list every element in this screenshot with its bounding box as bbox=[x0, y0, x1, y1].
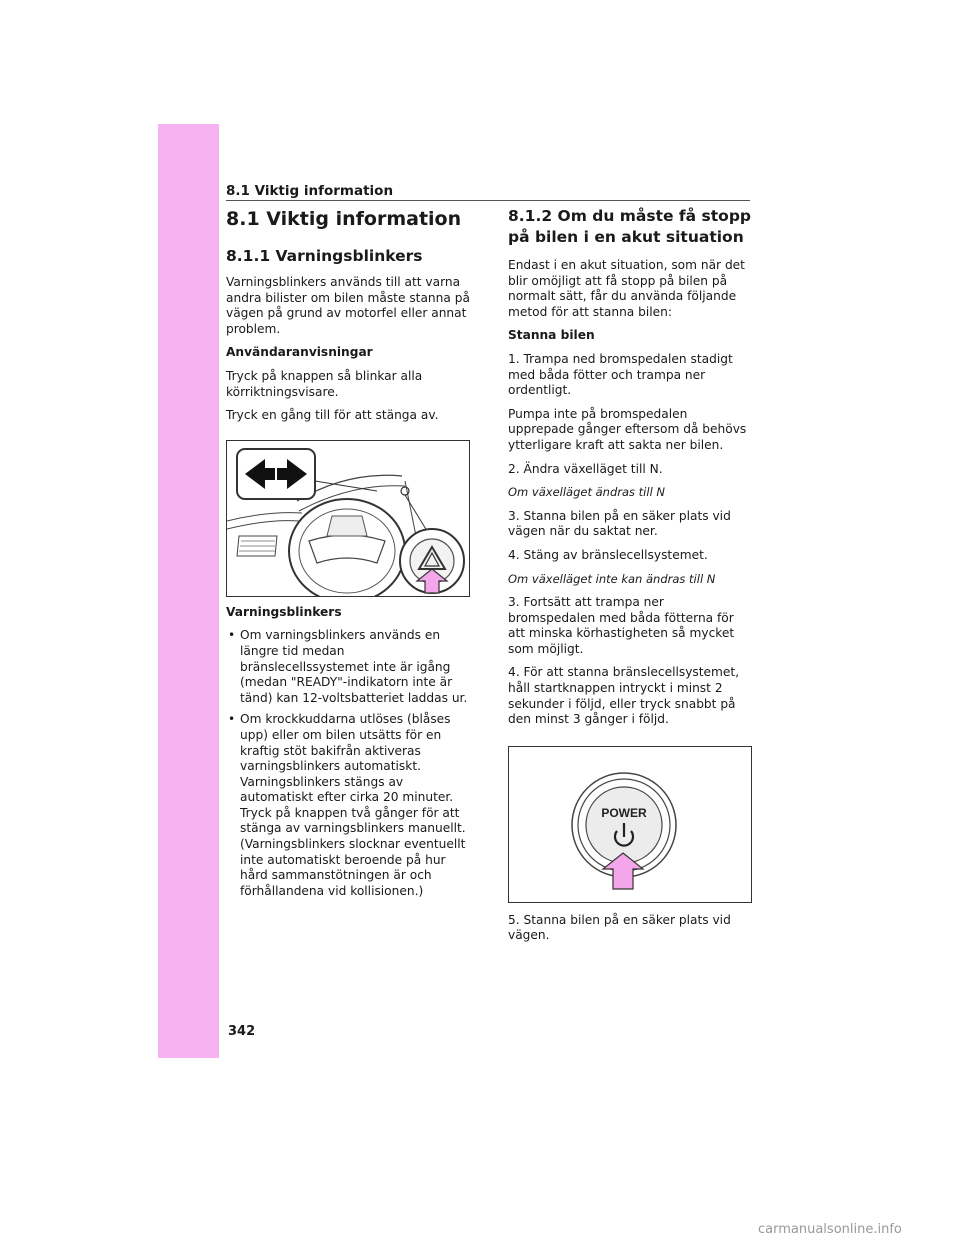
page-number: 342 bbox=[228, 1024, 256, 1039]
step-1: 1. Trampa ned bromspedalen stadigt med båda fötter och trampa ner ordentligt. bbox=[508, 351, 733, 398]
section-title: 8.1 Viktig information bbox=[226, 208, 462, 230]
list-item: • Om krockkuddarna utlöses (blåses upp) eller om bilen utsätts för en kraftig stöt bakifrån aktiveras varningsblinkers automatiskt. Varningsblinkers stängs av automatiskt efter cirka 20 minuter. Tryck på knappen två gånger för att stänga av varningsblinkers manuellt. (Varningsblinkers slocknar eventuellt inte automatiskt beroende på hur hård sammanstötningen är och förhållandena vid kollisionen.) bbox=[226, 712, 472, 899]
list-item: • Om varningsblinkers används en längre tid medan bränslecellssystemet inte är igång (medan "READY"-indikatorn inte är tänd) kan 12-voltsbatteriet laddas ur. bbox=[226, 628, 472, 706]
header-section-title: 8.1 Viktig information bbox=[226, 183, 394, 199]
step-3a: 3. Stanna bilen på en säker plats vid vägen när du saktat ner. bbox=[508, 508, 731, 539]
page-header bbox=[226, 180, 750, 201]
subsection-title-emergency-stop: 8.1.2 Om du måste få stopp på bilen i en akut situation bbox=[508, 207, 752, 246]
case-n-heading: Om växelläget ändras till N bbox=[508, 485, 666, 500]
step-5: 5. Stanna bilen på en säker plats vid vägen. bbox=[508, 912, 731, 943]
power-label: POWER bbox=[601, 805, 647, 820]
watermark: carmanualsonline.info bbox=[758, 1222, 902, 1237]
subsection-title-hazard: 8.1.1 Varningsblinkers bbox=[226, 247, 423, 265]
left-column bbox=[226, 206, 472, 905]
step-3b: 3. Fortsätt att trampa ner bromspedalen med båda fötterna för att minska körhastigheten så mycket som möjligt. bbox=[508, 595, 735, 656]
stop-heading: Stanna bilen bbox=[508, 328, 595, 343]
hazard-button-figure bbox=[226, 440, 470, 597]
power-button-illustration bbox=[509, 747, 751, 902]
power-button-figure bbox=[508, 746, 752, 903]
case-not-n-heading: Om växelläget inte kan ändras till N bbox=[508, 571, 716, 586]
usage-paragraph-1: Tryck på knappen så blinkar alla körriktningsvisare. bbox=[226, 368, 423, 399]
hazard-notes-list bbox=[226, 628, 472, 899]
step-1-note: Pumpa inte på bromspedalen upprepade gånger eftersom då behövs ytterligare kraft att sakta ner bilen. bbox=[508, 406, 747, 452]
figure-caption: Varningsblinkers bbox=[226, 604, 342, 619]
hazard-intro: Varningsblinkers används till att varna andra bilister om bilen måste stanna på vägen på grund av motorfel eller annat problem. bbox=[226, 275, 470, 336]
usage-paragraph-2: Tryck en gång till för att stänga av. bbox=[226, 408, 439, 423]
step-4b: 4. För att stanna bränslecellsystemet, håll startknappen intryckt i minst 2 sekunder i följd, eller tryck snabbt på den minst 3 gånger i följd. bbox=[508, 665, 740, 727]
step-2: 2. Ändra växelläget till N. bbox=[508, 461, 663, 476]
right-column bbox=[508, 206, 752, 952]
pink-side-tab bbox=[158, 124, 219, 1058]
dashboard-illustration bbox=[227, 441, 469, 596]
step-4a: 4. Stäng av bränslecellsystemet. bbox=[508, 547, 708, 562]
emergency-intro: Endast i en akut situation, som när det blir omöjligt att få stopp på bilen på normalt sätt, får du använda följande metod för att stanna bilen: bbox=[508, 258, 745, 319]
usage-heading: Användaranvisningar bbox=[226, 345, 373, 360]
